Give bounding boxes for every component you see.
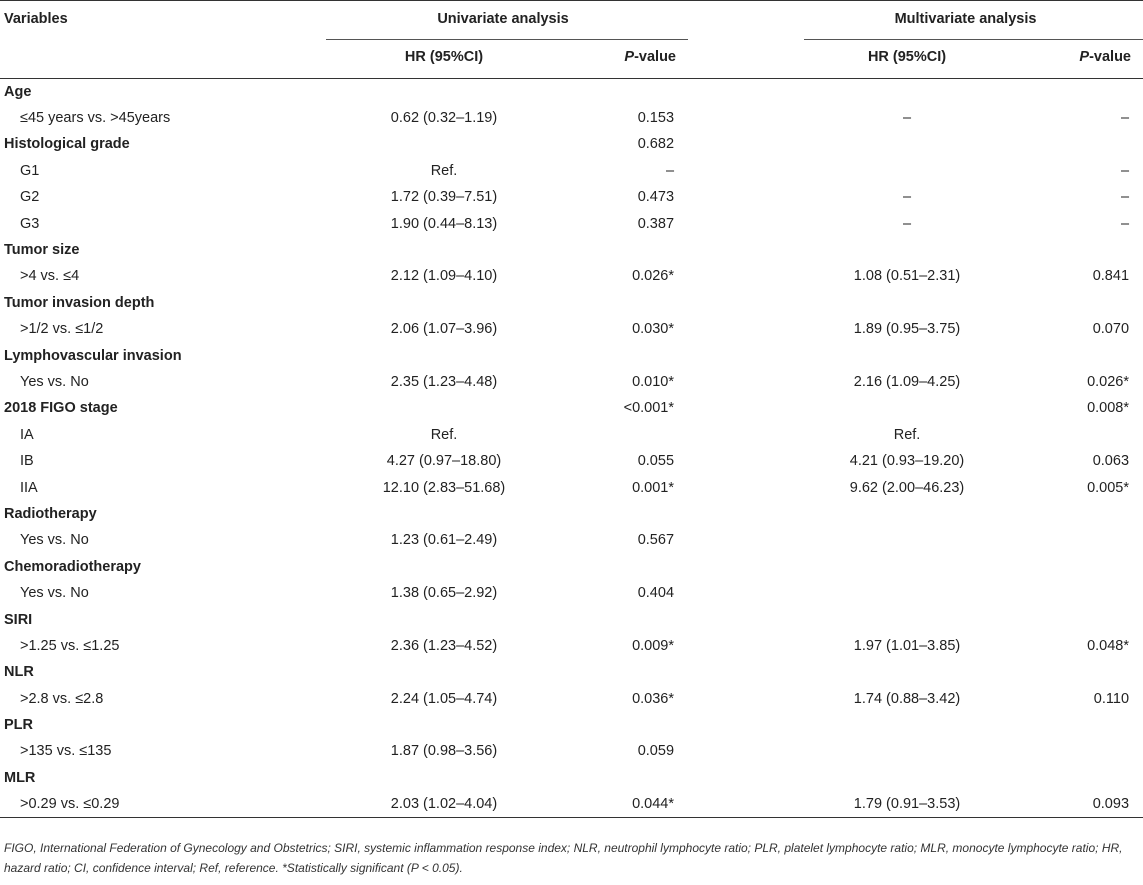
spacer [688, 554, 788, 580]
univariate-p: 0.387 [637, 215, 675, 232]
spacer [688, 606, 788, 632]
univariate-p: 0.036* [632, 690, 675, 707]
row-label: >135 vs. ≤135 [20, 743, 112, 760]
univariate-p [570, 501, 688, 527]
multivariate-hr [788, 659, 1026, 685]
multivariate-p [1026, 765, 1143, 791]
multivariate-hr [788, 554, 1026, 580]
multivariate-hr: 1.74 (0.88–3.42) [853, 690, 961, 707]
multivariate-hr: 1.89 (0.95–3.75) [853, 321, 961, 338]
univariate-p: <0.001* [623, 400, 675, 417]
univariate-hr: 1.90 (0.44–8.13) [390, 215, 498, 232]
row-label: IA [20, 426, 34, 443]
row-label: >0.29 vs. ≤0.29 [0, 791, 318, 818]
univariate-p: 0.404 [637, 585, 675, 602]
multivariate-p: – [1120, 215, 1130, 232]
multivariate-p [1026, 606, 1143, 632]
univariate-hr: 4.27 (0.97–18.80) [386, 453, 502, 470]
spacer [688, 105, 788, 131]
spacer [688, 685, 788, 711]
univariate-hr: 2.24 (1.05–4.74) [390, 690, 498, 707]
spacer [688, 659, 788, 685]
spacer [688, 210, 788, 236]
univariate-hr [318, 78, 570, 105]
multivariate-p [1026, 527, 1143, 553]
multivariate-hr [788, 237, 1026, 263]
univariate-p: 0.055 [637, 453, 675, 470]
multivariate-p [1026, 237, 1143, 263]
multivariate-hr: 2.16 (1.09–4.25) [853, 373, 961, 390]
univariate-p: 0.059 [637, 743, 675, 760]
multivariate-p: – [1120, 162, 1130, 179]
spacer [688, 395, 788, 421]
multivariate-p [1026, 659, 1143, 685]
row-label: ≤45 years vs. >45years [20, 110, 171, 127]
univariate-hr-header: HR (95%CI) [318, 40, 570, 78]
category-label: Tumor size [4, 242, 80, 259]
multivariate-hr: 1.79 (0.91–3.53) [788, 791, 1026, 818]
category-label: MLR [4, 769, 36, 786]
univariate-hr [318, 659, 570, 685]
row-label: IB [20, 453, 34, 470]
table-row [0, 448, 1143, 474]
category-row [0, 659, 1143, 685]
category-label: Chemoradiotherapy [4, 558, 141, 575]
spacer [688, 712, 788, 738]
multivariate-hr [788, 290, 1026, 316]
row-label: Yes vs. No [20, 585, 89, 602]
row-label: >2.8 vs. ≤2.8 [20, 690, 104, 707]
multivariate-hr-header: HR (95%CI) [788, 40, 1026, 78]
multivariate-p [1026, 342, 1143, 368]
multivariate-hr [788, 527, 1026, 553]
variables-header: Variables [0, 1, 318, 41]
univariate-hr [318, 131, 570, 157]
multivariate-p: – [1120, 189, 1130, 206]
spacer [688, 342, 788, 368]
row-label: G3 [20, 215, 40, 232]
univariate-p-header [570, 40, 688, 78]
multivariate-p [1026, 580, 1143, 606]
univariate-p: 0.473 [637, 189, 675, 206]
spacer [688, 791, 788, 818]
multivariate-p [1026, 554, 1143, 580]
header-row-groups [0, 1, 1143, 41]
univariate-p [570, 554, 688, 580]
category-row [0, 78, 1143, 105]
univariate-hr [318, 290, 570, 316]
univariate-hr: 2.36 (1.23–4.52) [390, 637, 498, 654]
univariate-hr: 2.12 (1.09–4.10) [390, 268, 498, 285]
p-suffix: -value [1089, 48, 1132, 65]
category-row [0, 290, 1143, 316]
multivariate-header [788, 1, 1143, 41]
category-label: 2018 FIGO stage [4, 400, 118, 417]
multivariate-hr [788, 765, 1026, 791]
row-label: G1 [20, 162, 40, 179]
univariate-hr: 1.87 (0.98–3.56) [390, 743, 498, 760]
table-row [0, 422, 1143, 448]
multivariate-p [1026, 290, 1143, 316]
univariate-p [570, 765, 688, 791]
univariate-p: 0.001* [632, 479, 675, 496]
univariate-p: 0.682 [637, 136, 675, 153]
univariate-hr: 2.35 (1.23–4.48) [390, 373, 498, 390]
univariate-p [570, 237, 688, 263]
univariate-p: 0.044* [570, 791, 688, 818]
category-row [0, 765, 1143, 791]
category-label: PLR [4, 717, 33, 734]
multivariate-hr: – [902, 215, 912, 232]
category-row [0, 395, 1143, 421]
multivariate-p: 0.093 [1026, 791, 1143, 818]
univariate-hr [318, 237, 570, 263]
multivariate-p-header [1026, 40, 1143, 78]
univariate-hr: 1.72 (0.39–7.51) [390, 189, 498, 206]
univariate-p [570, 290, 688, 316]
univariate-hr [318, 554, 570, 580]
multivariate-p: 0.070 [1092, 321, 1130, 338]
univariate-hr: 2.03 (1.02–4.04) [318, 791, 570, 818]
category-row [0, 712, 1143, 738]
multivariate-hr: 4.21 (0.93–19.20) [849, 453, 965, 470]
univariate-p: 0.009* [632, 637, 675, 654]
multivariate-hr [788, 395, 1026, 421]
multivariate-hr [788, 78, 1026, 105]
p-italic: P [1079, 48, 1090, 65]
table-row [0, 738, 1143, 764]
spacer [688, 474, 788, 500]
univariate-p [570, 342, 688, 368]
univariate-hr: 0.62 (0.32–1.19) [390, 110, 498, 127]
category-label: SIRI [4, 611, 33, 628]
spacer [688, 501, 788, 527]
category-row [0, 606, 1143, 632]
spacer [688, 158, 788, 184]
univariate-p [570, 78, 688, 105]
category-label: Radiotherapy [4, 505, 97, 522]
table-row [0, 685, 1143, 711]
table-row [0, 158, 1143, 184]
category-row [0, 501, 1143, 527]
univariate-p: 0.010* [632, 373, 675, 390]
multivariate-p: 0.110 [1093, 690, 1130, 707]
multivariate-hr: Ref. [893, 426, 921, 443]
category-label: Histological grade [4, 136, 130, 153]
univariate-hr [318, 501, 570, 527]
univariate-p: 0.030* [632, 321, 675, 338]
multivariate-p [1026, 78, 1143, 105]
p-suffix: -value [634, 48, 677, 65]
multivariate-p: – [1120, 110, 1130, 127]
spacer [688, 78, 788, 105]
multivariate-p [1026, 422, 1143, 448]
row-label: G2 [20, 189, 40, 206]
multivariate-p [1026, 738, 1143, 764]
univariate-hr: 1.38 (0.65–2.92) [390, 585, 498, 602]
multivariate-p: 0.008* [1087, 400, 1130, 417]
multivariate-hr [788, 131, 1026, 157]
univariate-p [570, 659, 688, 685]
univariate-label: Univariate analysis [437, 11, 569, 27]
header-row-columns [0, 40, 1143, 78]
multivariate-hr: 1.08 (0.51–2.31) [853, 268, 961, 285]
univariate-p: 0.153 [637, 110, 675, 127]
row-label: >4 vs. ≤4 [20, 268, 80, 285]
univariate-hr: 1.23 (0.61–2.49) [390, 532, 498, 549]
table-row [0, 210, 1143, 236]
multivariate-label: Multivariate analysis [894, 11, 1037, 27]
table-row [0, 263, 1143, 289]
spacer [688, 448, 788, 474]
multivariate-hr [788, 738, 1026, 764]
spacer [688, 316, 788, 342]
category-label: Tumor invasion depth [4, 294, 155, 311]
spacer [688, 738, 788, 764]
table-row [0, 369, 1143, 395]
table-row [0, 633, 1143, 659]
spacer [688, 290, 788, 316]
multivariate-hr [788, 501, 1026, 527]
spacer [688, 633, 788, 659]
univariate-hr [318, 342, 570, 368]
header-blank [0, 40, 318, 78]
table-row [0, 580, 1143, 606]
category-row [0, 237, 1143, 263]
spacer [688, 369, 788, 395]
spacer [688, 184, 788, 210]
multivariate-p: 0.048* [1087, 637, 1130, 654]
univariate-hr [318, 765, 570, 791]
multivariate-hr [788, 342, 1026, 368]
row-label: IIA [20, 479, 38, 496]
univariate-p [570, 606, 688, 632]
table-row [0, 316, 1143, 342]
table-row [0, 184, 1143, 210]
univariate-hr: 2.06 (1.07–3.96) [390, 321, 498, 338]
univariate-p: 0.026* [632, 268, 675, 285]
multivariate-p: 0.841 [1092, 268, 1130, 285]
univariate-p: – [665, 162, 675, 179]
univariate-header [318, 1, 688, 41]
multivariate-hr [788, 712, 1026, 738]
p-italic: P [624, 48, 635, 65]
spacer [688, 580, 788, 606]
footnote: FIGO, International Federation of Gynecology and Obstetrics; SIRI, systemic inflammation response index; NLR, neutrophil lymphocyte ratio; PLR, platelet lymphocyte ratio; MLR, monocyte lymphocyte ratio; HR, hazard ratio; CI, confidence interval; Ref, reference. *Statistically significant (P < 0.05). [4, 841, 1123, 875]
multivariate-hr: – [902, 110, 912, 127]
univariate-hr [318, 712, 570, 738]
univariate-hr: Ref. [430, 162, 458, 179]
row-label: >1/2 vs. ≤1/2 [20, 321, 104, 338]
multivariate-hr [788, 606, 1026, 632]
univariate-p [570, 422, 688, 448]
spacer [688, 422, 788, 448]
univariate-hr: 12.10 (2.83–51.68) [382, 479, 506, 496]
multivariate-p [1026, 131, 1143, 157]
multivariate-p: 0.063 [1092, 453, 1130, 470]
multivariate-p: 0.026* [1087, 373, 1130, 390]
table-row [0, 791, 1143, 818]
category-label: NLR [4, 664, 34, 681]
category-label: Age [4, 83, 32, 100]
spacer [688, 765, 788, 791]
multivariate-hr: 1.97 (1.01–3.85) [853, 637, 961, 654]
table-body [0, 78, 1143, 818]
univariate-hr: Ref. [430, 426, 458, 443]
category-label: Lymphovascular invasion [4, 347, 182, 364]
category-row [0, 131, 1143, 157]
univariate-p [570, 712, 688, 738]
header-spacer [688, 1, 788, 41]
univariate-hr [318, 606, 570, 632]
spacer [688, 527, 788, 553]
row-label: >1.25 vs. ≤1.25 [20, 637, 120, 654]
category-row [0, 342, 1143, 368]
multivariate-hr [788, 158, 1026, 184]
univariate-p: 0.567 [637, 532, 675, 549]
header-spacer [688, 40, 788, 78]
row-label: Yes vs. No [20, 532, 89, 549]
multivariate-p [1026, 712, 1143, 738]
multivariate-hr: 9.62 (2.00–46.23) [849, 479, 965, 496]
multivariate-p: 0.005* [1087, 479, 1130, 496]
spacer [688, 237, 788, 263]
univariate-hr [318, 395, 570, 421]
multivariate-hr [788, 580, 1026, 606]
spacer [688, 131, 788, 157]
category-row [0, 554, 1143, 580]
multivariate-p [1026, 501, 1143, 527]
table-row [0, 474, 1143, 500]
table-row [0, 105, 1143, 131]
row-label: Yes vs. No [20, 373, 89, 390]
multivariate-hr: – [902, 189, 912, 206]
spacer [688, 263, 788, 289]
table-row [0, 527, 1143, 553]
